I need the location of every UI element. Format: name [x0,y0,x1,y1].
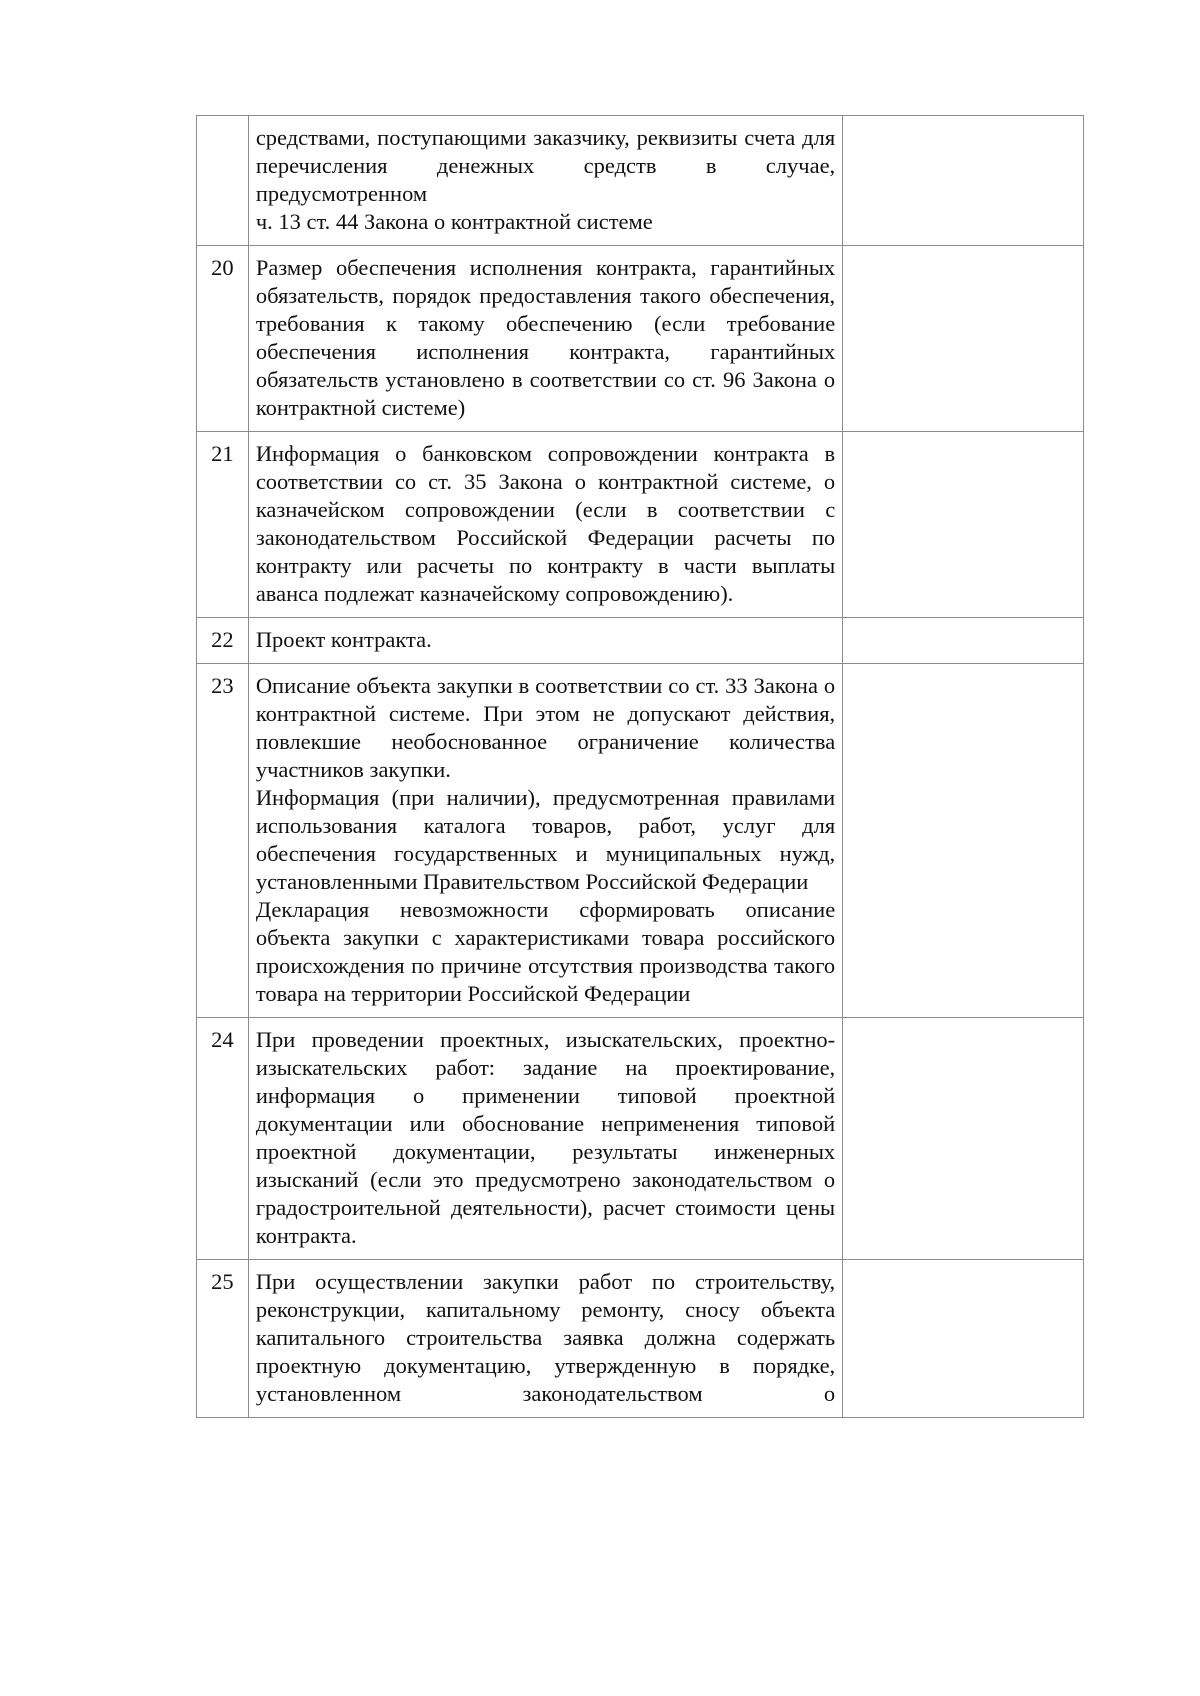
row-number: 24 [197,1018,249,1260]
row-description [248,116,842,246]
description-paragraph: Декларация невозможности сформировать описание объекта закупки с характеристиками товара российского происхождения по причине отсутствия производства такого товара на территории Российской Федерации [255,897,836,1006]
table-row [197,246,1084,432]
row-description [248,618,842,664]
description-paragraph: При осуществлении закупки работ по строительству, реконструкции, капитальному ремонту, сносу объекта капитального строительства заявка должна содержать проектную документацию, утвержденную в порядке, установленном законодательством о [255,1269,836,1406]
row-note [843,1018,1084,1260]
row-number: 21 [197,432,249,618]
row-description [248,664,842,1018]
description-paragraph: Проект контракта. [255,627,432,652]
requirements-table-body [197,116,1084,1418]
row-description [248,1260,842,1418]
description-paragraph: средствами, поступающими заказчику, реквизиты счета для перечисления денежных средств в случае, предусмотренном [255,125,836,206]
description-paragraph: Информация о банковском сопровождении контракта в соответствии со ст. 35 Закона о контрактной системе, о казначейском сопровождении (если в соответствии с законодательством Российской Федерации расчеты по контракту или расчеты по контракту в части выплаты аванса подлежат казначейскому сопровождению). [255,441,836,606]
table-row [197,1018,1084,1260]
table-row [197,432,1084,618]
row-note [843,1260,1084,1418]
row-description [248,1018,842,1260]
row-note [843,246,1084,432]
row-description [248,246,842,432]
row-number: 25 [197,1260,249,1418]
description-paragraph: Размер обеспечения исполнения контракта, гарантийных обязательств, порядок предоставления такого обеспечения, требования к такому обеспечению (если требование обеспечения исполнения контракта, гарантийных обязательств установлено в соответствии со ст. 96 Закона о контрактной системе) [255,255,836,420]
table-row [197,116,1084,246]
requirements-table [196,115,1084,1418]
row-description [248,432,842,618]
description-paragraph: Информация (при наличии), предусмотренная правилами использования каталога товаров, работ, услуг для обеспечения государственных и муниципальных нужд, установленными Правительством Российской Федерации [255,785,836,894]
table-row [197,664,1084,1018]
row-note [843,618,1084,664]
description-paragraph: ч. 13 ст. 44 Закона о контрактной системе [255,209,653,234]
description-paragraph: Описание объекта закупки в соответствии со ст. 33 Закона о контрактной системе. При этом не допускают действия, повлекшие необоснованное ограничение количества участников закупки. [255,673,836,782]
row-note [843,116,1084,246]
row-note [843,664,1084,1018]
row-number: 20 [197,246,249,432]
table-row [197,618,1084,664]
row-note [843,432,1084,618]
row-number [197,116,249,246]
table-row [197,1260,1084,1418]
row-number: 23 [197,664,249,1018]
description-paragraph: При проведении проектных, изыскательских, проектно-изыскательских работ: задание на проектирование, информация о применении типовой проектной документации или обоснование неприменения типовой проектной документации, результаты инженерных изысканий (если это предусмотрено законодательством о градостроительной деятельности), расчет стоимости цены контракта. [255,1027,836,1248]
row-number: 22 [197,618,249,664]
